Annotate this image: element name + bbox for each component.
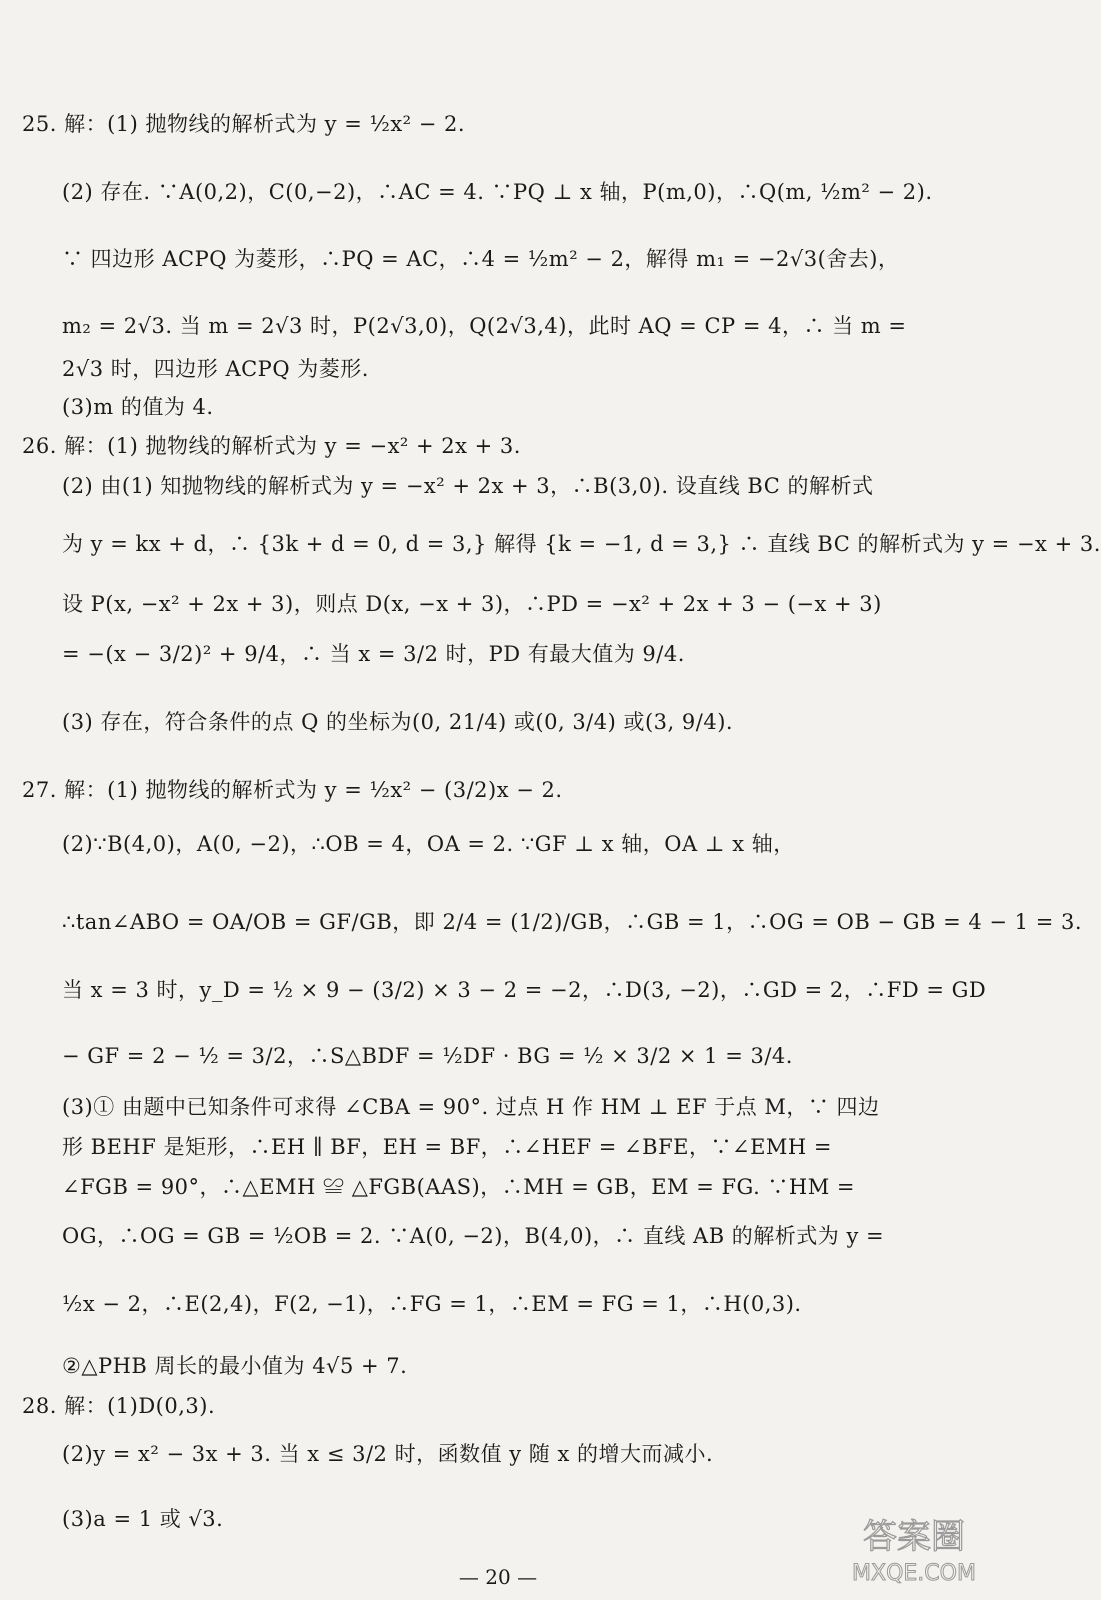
text-line: (2)∵B(4,0)，A(0, −2)，∴OB = 4，OA = 2. ∵GF ⊥ x 轴，OA ⊥ x 轴，: [62, 832, 795, 856]
text-line: 27. 解：(1) 抛物线的解析式为 y = ½x² − (3/2)x − 2.: [22, 778, 563, 802]
text-line: 25. 解：(1) 抛物线的解析式为 y = ½x² − 2.: [22, 112, 466, 136]
text-line: ∠FGB = 90°，∴△EMH ≌ △FGB(AAS)，∴MH = GB，EM = FG. ∵HM =: [62, 1175, 856, 1199]
text-line: 形 BEHF 是矩形，∴EH ∥ BF，EH = BF，∴∠HEF = ∠BFE，∵∠EMH =: [62, 1135, 832, 1159]
text-line: ②△PHB 周长的最小值为 4√5 + 7.: [62, 1354, 408, 1378]
text-line: 28. 解：(1)D(0,3).: [22, 1394, 216, 1418]
watermark-logo: [844, 1508, 984, 1588]
text-line: (3)m 的值为 4.: [62, 395, 214, 419]
text-line: 设 P(x, −x² + 2x + 3)，则点 D(x, −x + 3)，∴PD = −x² + 2x + 3 − (−x + 3): [62, 592, 882, 616]
watermark-line2: MXQE.COM: [852, 1561, 976, 1586]
text-line: m₂ = 2√3. 当 m = 2√3 时，P(2√3,0)，Q(2√3,4)，此时 AQ = CP = 4，∴ 当 m =: [62, 314, 907, 338]
text-line: OG，∴OG = GB = ½OB = 2. ∵A(0, −2)，B(4,0)，∴ 直线 AB 的解析式为 y =: [62, 1224, 885, 1248]
text-line: (3)a = 1 或 √3.: [62, 1507, 224, 1531]
watermark-line1: 答案圈: [863, 1517, 965, 1557]
text-line: − GF = 2 − ½ = 3/2，∴S△BDF = ½DF · BG = ½ × 3/2 × 1 = 3/4.: [62, 1044, 793, 1068]
page-number: — 20 —: [458, 1565, 538, 1589]
text-line: (2)y = x² − 3x + 3. 当 x ≤ 3/2 时，函数值 y 随 x 的增大而减小.: [62, 1442, 714, 1466]
text-line: ½x − 2，∴E(2,4)，F(2, −1)，∴FG = 1，∴EM = FG = 1，∴H(0,3).: [62, 1292, 802, 1316]
text-line: 26. 解：(1) 抛物线的解析式为 y = −x² + 2x + 3.: [22, 434, 521, 458]
text-line: (2) 由(1) 知抛物线的解析式为 y = −x² + 2x + 3，∴B(3,0). 设直线 BC 的解析式: [62, 474, 874, 498]
text-line: ∵ 四边形 ACPQ 为菱形，∴PQ = AC，∴4 = ½m² − 2，解得 m₁ = −2√3(舍去)，: [62, 247, 900, 271]
text-line: 当 x = 3 时，y_D = ½ × 9 − (3/2) × 3 − 2 = −2，∴D(3, −2)，∴GD = 2，∴FD = GD: [62, 978, 987, 1002]
text-line: 2√3 时，四边形 ACPQ 为菱形.: [62, 357, 369, 381]
text-line: (3)① 由题中已知条件可求得 ∠CBA = 90°. 过点 H 作 HM ⊥ EF 于点 M，∵ 四边: [62, 1095, 880, 1119]
text-line: = −(x − 3/2)² + 9/4，∴ 当 x = 3/2 时，PD 有最大值为 9/4.: [62, 642, 685, 666]
text-line: (3) 存在，符合条件的点 Q 的坐标为(0, 21/4) 或(0, 3/4) 或(3, 9/4).: [62, 710, 734, 734]
text-line: ∴tan∠ABO = OA/OB = GF/GB，即 2/4 = (1/2)/GB，∴GB = 1，∴OG = OB − GB = 4 − 1 = 3.: [62, 910, 1083, 934]
text-line: (2) 存在. ∵A(0,2)，C(0,−2)，∴AC = 4. ∵PQ ⊥ x 轴，P(m,0)，∴Q(m, ½m² − 2).: [62, 180, 933, 204]
text-line: 为 y = kx + d，∴ {3k + d = 0, d = 3,} 解得 {k = −1, d = 3,} ∴ 直线 BC 的解析式为 y = −x + 3.: [62, 532, 1101, 556]
